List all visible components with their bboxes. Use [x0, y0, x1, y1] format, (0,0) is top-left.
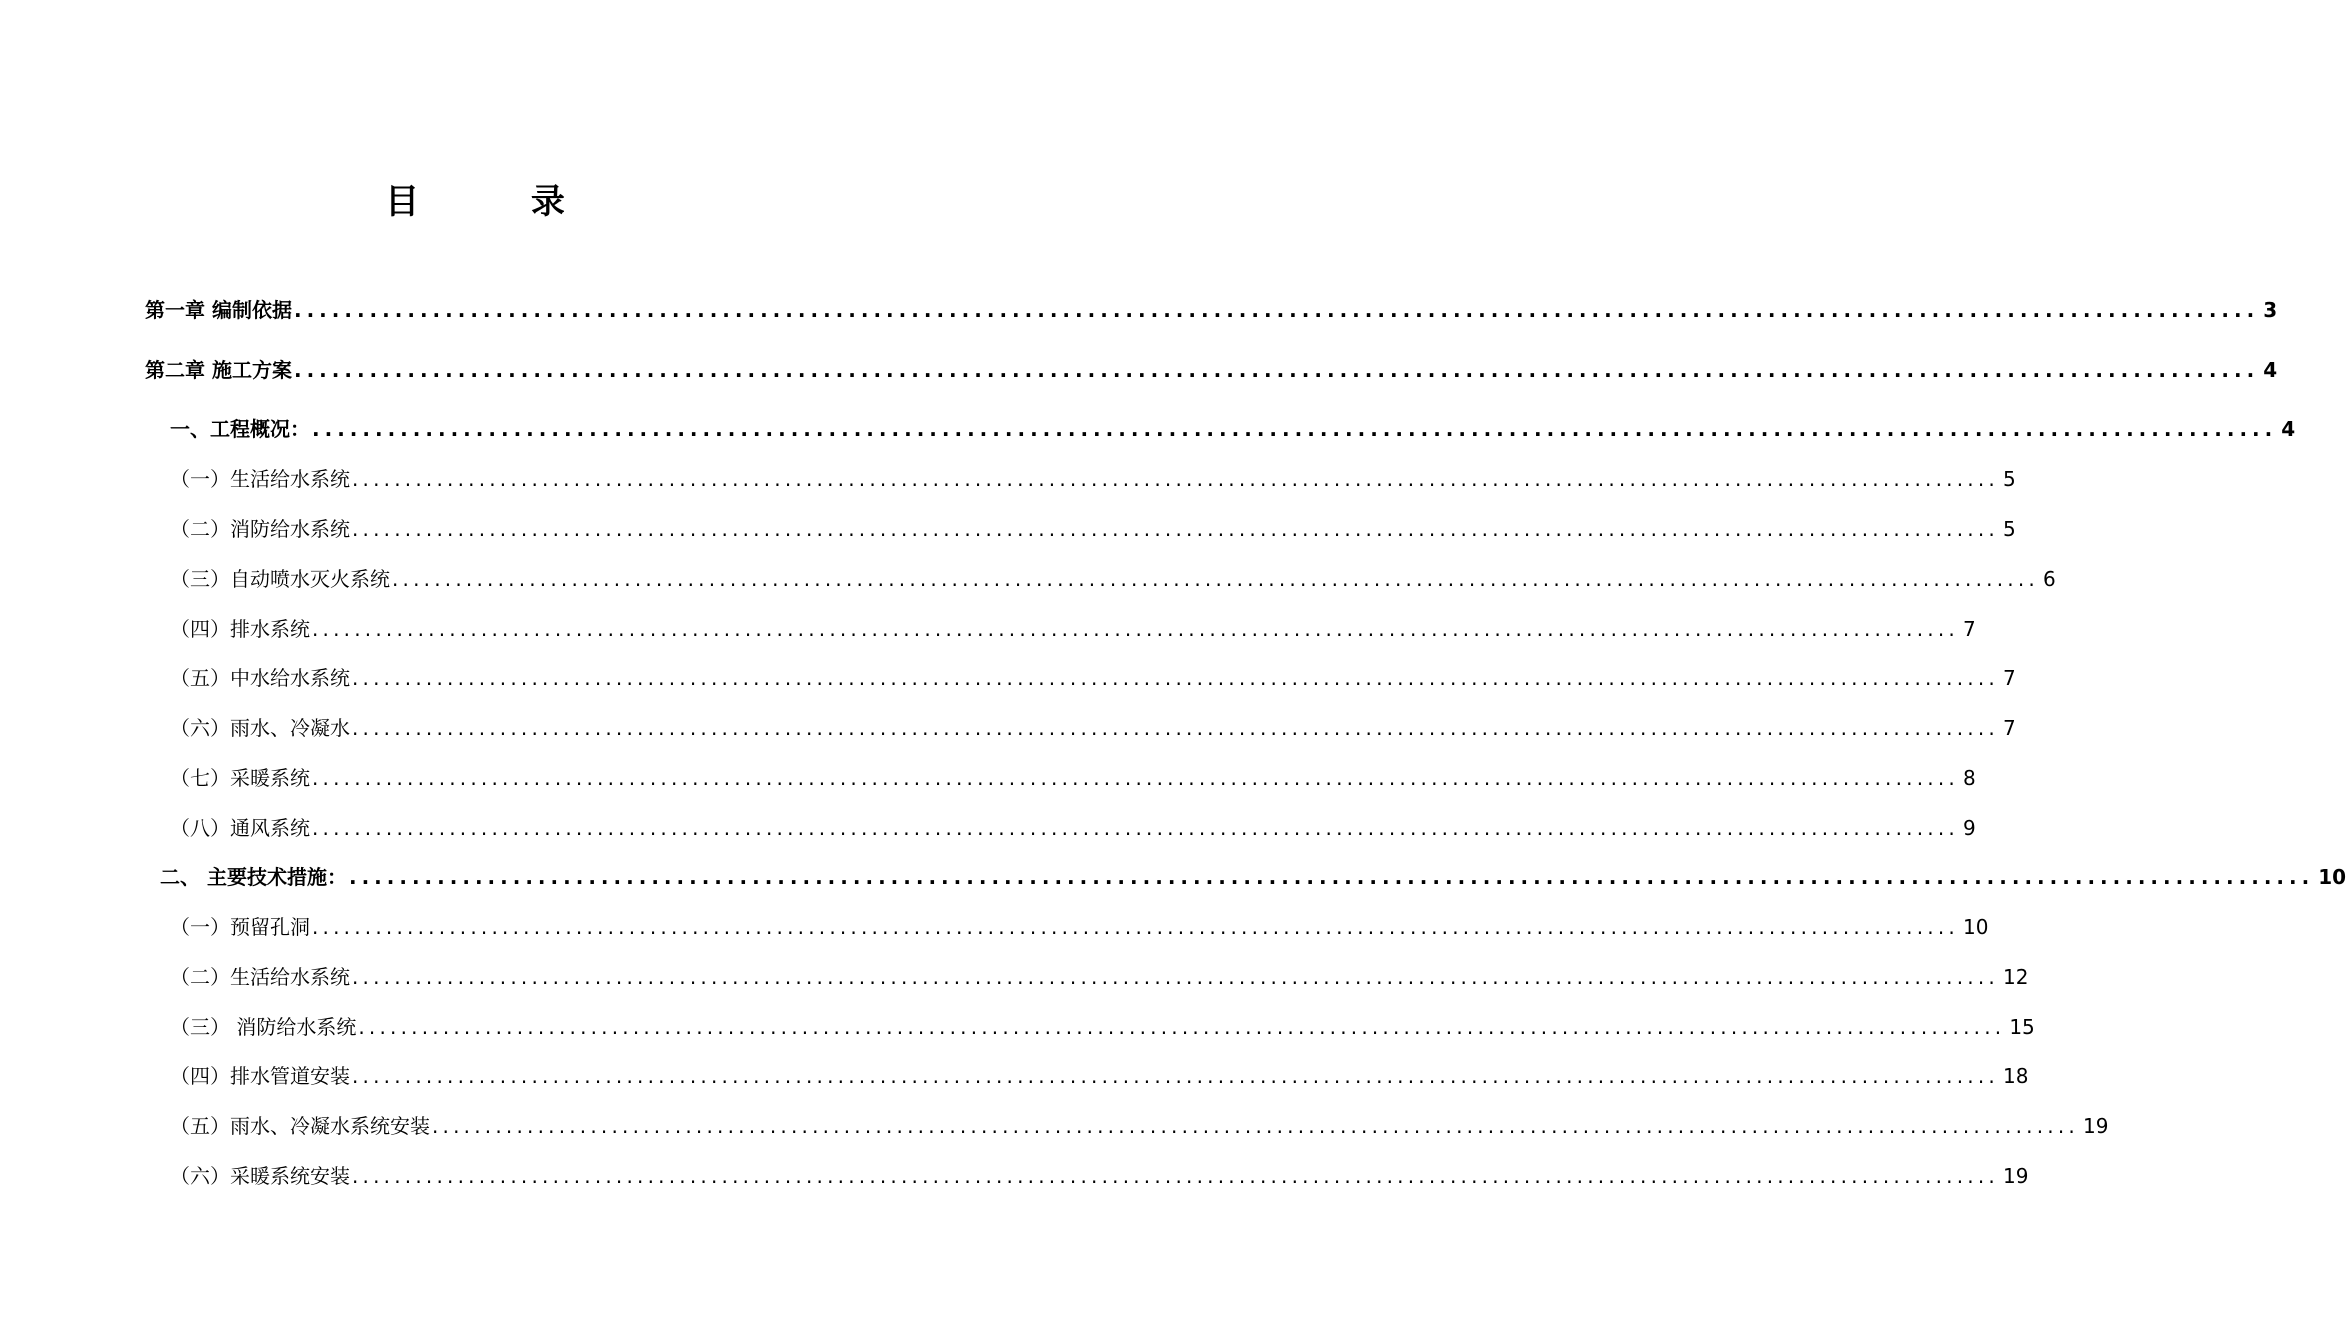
toc-entry-subsection[interactable] [170, 763, 1976, 793]
toc-entry-section-1[interactable] [170, 414, 2296, 444]
toc-entry-page: 7 [2002, 666, 2016, 690]
toc-leader-dots: ............................................................................................................................................................ [312, 915, 1959, 939]
toc-leader-dots: ............................................................................................................................................................ [352, 517, 1999, 541]
toc-entry-label: （六）采暖系统安装 [170, 1164, 350, 1188]
toc-entry-label: （五）雨水、冷凝水系统安装 [170, 1114, 430, 1138]
toc-entry-label: （一）生活给水系统 [170, 467, 350, 491]
toc-entry-subsection[interactable] [170, 1061, 2029, 1091]
toc-entry-subsection[interactable] [170, 1012, 2035, 1042]
toc-entry-subsection[interactable] [170, 912, 1989, 942]
toc-entry-label: （四）排水管道安装 [170, 1064, 350, 1088]
toc-leader-dots: ............................................................................................................................................................ [358, 1015, 2006, 1039]
toc-entry-page: 9 [1962, 816, 1976, 840]
toc-entry-chapter-2[interactable] [145, 355, 2278, 385]
toc-leader-dots: ............................................................................................................................................................ [432, 1114, 2079, 1138]
toc-entry-page: 7 [2002, 716, 2016, 740]
toc-leader-dots: ............................................................................................................................................................ [352, 1164, 1999, 1188]
toc-entry-subsection[interactable] [170, 564, 2056, 594]
toc-entry-page: 3 [2263, 298, 2278, 322]
toc-entry-page: 19 [2082, 1114, 2109, 1138]
toc-leader-dots: ............................................................................................................................................................ [312, 417, 2278, 441]
toc-entry-subsection[interactable] [170, 514, 2016, 544]
toc-entry-section-2[interactable] [160, 862, 2346, 892]
toc-entry-page: 19 [2002, 1164, 2029, 1188]
toc-leader-dots: ............................................................................................................................................................ [348, 865, 2315, 889]
toc-entry-label: （三）自动喷水灭火系统 [170, 567, 390, 591]
toc-entry-subsection[interactable] [170, 813, 1976, 843]
toc-leader-dots: ............................................................................................................................................................ [293, 358, 2260, 382]
toc-entry-subsection[interactable] [170, 962, 2029, 992]
toc-entry-page: 18 [2002, 1064, 2029, 1088]
toc-entry-subsection[interactable] [170, 1111, 2109, 1141]
toc-entry-label: 一、工程概况： [170, 417, 310, 441]
toc-entry-label: （七）采暖系统 [170, 766, 310, 790]
toc-entry-label: （五）中水给水系统 [170, 666, 350, 690]
toc-leader-dots: ............................................................................................................................................................ [312, 617, 1959, 641]
toc-title: 目 录 [385, 182, 615, 222]
toc-entry-page: 6 [2042, 567, 2056, 591]
toc-leader-dots: ............................................................................................................................................................ [312, 816, 1959, 840]
toc-entry-label: （二）消防给水系统 [170, 517, 350, 541]
toc-entry-page: 4 [2263, 358, 2278, 382]
toc-entry-label: （四）排水系统 [170, 617, 310, 641]
toc-leader-dots: ............................................................................................................................................................ [352, 666, 1999, 690]
toc-leader-dots: ............................................................................................................................................................ [293, 298, 2260, 322]
toc-entry-label: 第二章 施工方案 [145, 358, 292, 382]
toc-entry-subsection[interactable] [170, 464, 2016, 494]
toc-leader-dots: ............................................................................................................................................................ [352, 965, 1999, 989]
toc-leader-dots: ............................................................................................................................................................ [352, 1064, 1999, 1088]
toc-leader-dots: ............................................................................................................................................................ [312, 766, 1959, 790]
toc-entry-page: 5 [2002, 467, 2016, 491]
toc-entry-page: 4 [2281, 417, 2296, 441]
toc-entry-page: 8 [1962, 766, 1976, 790]
toc-entry-subsection[interactable] [170, 614, 1976, 644]
toc-entry-page: 7 [1962, 617, 1976, 641]
toc-leader-dots: ............................................................................................................................................................ [392, 567, 2039, 591]
toc-entry-page: 15 [2009, 1015, 2035, 1039]
toc-entry-label: （一）预留孔洞 [170, 915, 310, 939]
toc-entry-page: 10 [1962, 915, 1989, 939]
toc-entry-page: 12 [2002, 965, 2029, 989]
toc-entry-subsection[interactable] [170, 713, 2016, 743]
toc-entry-label: （二）生活给水系统 [170, 965, 350, 989]
toc-entry-label: （八）通风系统 [170, 816, 310, 840]
toc-entry-subsection[interactable] [170, 663, 2016, 693]
toc-entry-page: 5 [2002, 517, 2016, 541]
toc-entry-label: （六）雨水、冷凝水 [170, 716, 350, 740]
toc-entry-chapter-1[interactable] [145, 295, 2278, 325]
toc-entry-label: 第一章 编制依据 [145, 298, 292, 322]
toc-leader-dots: ............................................................................................................................................................ [352, 716, 1999, 740]
toc-entry-label: （三） 消防给水系统 [170, 1015, 357, 1039]
toc-entry-subsection[interactable] [170, 1161, 2029, 1191]
toc-leader-dots: ............................................................................................................................................................ [352, 467, 1999, 491]
toc-entry-label: 二、 主要技术措施： [160, 865, 347, 889]
toc-entry-page: 10 [2318, 865, 2346, 889]
